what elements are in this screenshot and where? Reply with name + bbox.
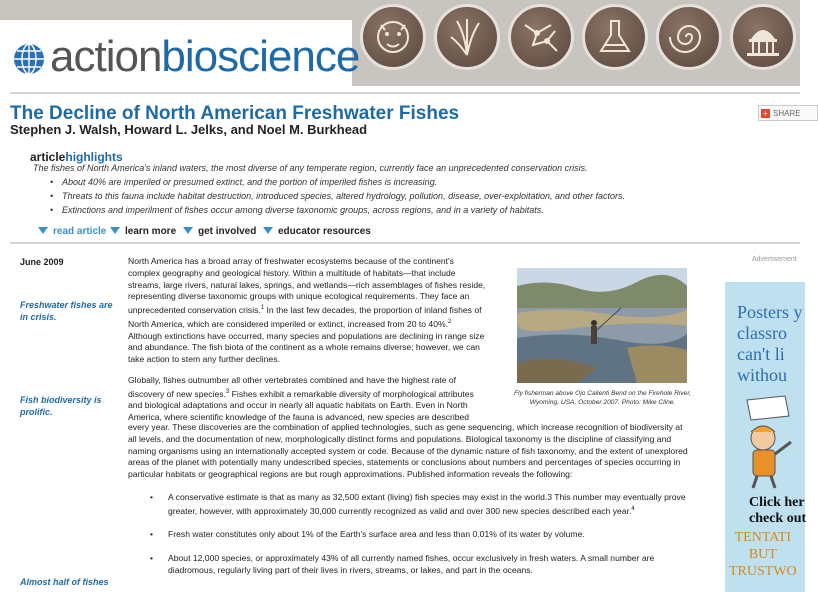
advertisement-label: Advertisement [752, 256, 797, 263]
ad-tagline [729, 529, 797, 580]
article-title: The Decline of North American Freshwater Fishes [10, 103, 460, 124]
capitol-icon[interactable] [730, 4, 796, 70]
article-paragraph [128, 256, 508, 366]
article-paragraph [128, 375, 508, 424]
tiger-icon[interactable] [360, 4, 426, 70]
text-line: and abundance. The fish biota of the continent as a whole remains diverse; however, we can [128, 342, 480, 353]
text-line-part: discovery of new species. [128, 388, 226, 399]
highlight-item: • Threats to this fauna include habitat destruction, introduced species, altered hydrology, pollution, disease, over-exploitation, and other factors. [50, 190, 625, 204]
triangle-down-icon [38, 227, 48, 234]
text-line: • About 12,000 species, or approximately 43% of all currently named fishes, occur exclusively in fresh waters. A small number are [168, 553, 655, 564]
text-line: and biological adaptations and occur in nearly all aquatic habitats on Earth. Even in North [128, 400, 468, 411]
text-line: America, where scientific knowledge of the fauna is advanced, new species are described [128, 412, 470, 423]
side-note-line: Fish biodiversity is [20, 395, 102, 405]
text-line-part: In the last few decades, the proportion of inland fishes of [266, 305, 482, 316]
highlight-item: • About 40% are imperiled or presumed extinct, and the portion of imperiled fishes is increasing. [50, 176, 625, 190]
facts-list [150, 492, 710, 589]
side-note [20, 394, 102, 418]
text-line [168, 504, 710, 518]
tab-get-involved[interactable] [183, 226, 256, 237]
text-line: diadromous, regularly living part of their lives in rivers, streams, or lakes, and part in the oceans. [168, 565, 533, 576]
tab-label: learn more [125, 226, 177, 237]
reeds-icon[interactable] [434, 4, 500, 70]
reference-link[interactable]: 4 [631, 505, 635, 512]
cartoon-character-icon [733, 394, 803, 490]
text-line: particular habitats or geographical regions are but rough approximations. Published information reveals the following: [128, 469, 573, 480]
article-tabs [10, 224, 800, 244]
highlights-intro: The fishes of North America's inland waters, the most diverse of any temperate region, currently face an unprecedented conservation crisis. [33, 163, 588, 173]
text-line-part: North America, which are considered imperiled or extinct, increased from 20 to 40%. [128, 318, 449, 329]
triangle-down-icon [110, 227, 120, 234]
tab-label: educator resources [278, 226, 371, 237]
reference-link[interactable]: 1 [260, 305, 265, 312]
text-line: • Fresh water constitutes only about 1% of the Earth's surface area and less than 0.01% of its water by volume. [168, 529, 585, 540]
header-divider [10, 92, 800, 94]
side-note-line: in crisis. [20, 312, 57, 322]
reference-link[interactable]: 3 [225, 388, 230, 395]
text-line [128, 317, 508, 331]
text-line [128, 303, 508, 317]
ad-line: TRUSTWO [729, 564, 797, 579]
caption-line: Fly fisherman above Ojo Calienti Bend on the Firehole River, [513, 390, 692, 397]
tab-educator-resources[interactable] [263, 226, 371, 237]
side-note-line: prolific. [20, 407, 53, 417]
list-item [150, 553, 710, 577]
globe-logo-icon [12, 42, 46, 76]
highlights-heading [30, 150, 123, 164]
article-authors: Stephen J. Walsh, Howard L. Jelks, and Noel M. Burkhead [10, 122, 368, 137]
ad-line: withou [737, 365, 788, 385]
text-line-part: Fishes exhibit a remarkable diversity of morphological attributes [231, 388, 474, 399]
ad-headline [737, 302, 803, 386]
highlight-item: • Extinctions and imperilment of fishes occur among diverse taxonomic groups, across regions, and in a variety of habitats. [50, 204, 625, 218]
text-line: complex geography and geological history. Within a multitude of habitats—that include [128, 267, 456, 278]
molecules-icon[interactable] [508, 4, 574, 70]
tab-learn-more[interactable] [110, 226, 176, 237]
side-note-line: Freshwater fishes are [20, 300, 113, 310]
caption-line: Wyoming, USA, October 2007. Photo: Mike Cline. [529, 399, 676, 406]
ammonite-icon[interactable] [656, 4, 722, 70]
highlights-list [50, 176, 625, 218]
list-item [150, 492, 710, 517]
ad-line: classro [737, 323, 787, 343]
ad-line: can't li [737, 344, 785, 364]
text-line: take action to stem any further declines. [128, 354, 280, 365]
site-header [0, 0, 800, 92]
advertisement-banner[interactable] [725, 282, 805, 592]
text-line-part: unprecedented conservation crisis. [128, 305, 261, 316]
text-line: every year. These discoveries are the combination of applied technologies, such as gene sequencing, which increase recognition of biodiversity at [128, 422, 683, 432]
reference-link[interactable]: 2 [448, 318, 452, 325]
tab-label: get involved [198, 226, 257, 237]
triangle-down-icon [263, 227, 273, 234]
ad-line: Click her [749, 495, 805, 510]
text-line: naming organisms using an internationally accepted system or code. Because of the dynamic nature of fish taxonomy, and the extent of unexplored [128, 445, 688, 456]
share-label: SHARE [773, 109, 801, 118]
ad-line: check out [749, 511, 807, 526]
highlights-heading-part2: highlights [65, 150, 123, 164]
site-logo[interactable] [50, 31, 359, 83]
text-line: North America has a broad array of freshwater ecosystems because of the continent's [128, 256, 454, 266]
text-line: representing diverse taxonomic groups with unique ecological requirements. They face an [128, 291, 470, 302]
header-icon-strip [352, 0, 800, 86]
article-paragraph-continued [128, 422, 713, 481]
ad-line: Posters y [737, 302, 803, 322]
text-line-part: greater, however, with approximately 30,000 currently recognized as valid and over 300 new species described each year. [168, 505, 632, 516]
side-note [20, 576, 109, 588]
text-line: all levels, and the documentation of new, morphologically distinct forms and populations. Biological taxonomy is the discipline of classifying and [128, 433, 672, 444]
flask-icon[interactable] [582, 4, 648, 70]
ad-line: BUT [748, 547, 777, 562]
plus-icon: + [761, 109, 770, 118]
text-line: • A conservative estimate is that as many as 32,500 extant (living) fish species may exist in the world.3 This number may eventually prove [168, 492, 686, 502]
text-line: Globally, fishes outnumber all other vertebrates combined and have the highest rate of [128, 375, 457, 385]
triangle-down-icon [183, 227, 193, 234]
side-note [20, 299, 113, 323]
ad-cta[interactable] [749, 495, 806, 527]
share-button[interactable] [758, 105, 818, 121]
tab-read-article[interactable] [38, 226, 106, 237]
tab-label: read article [53, 226, 107, 237]
ad-line: TENTATI [734, 530, 792, 545]
logo-part-bioscience: bioscience [161, 32, 360, 81]
highlights-heading-part1: article [30, 150, 66, 164]
side-note-line: Almost half of fishes [20, 577, 109, 587]
article-date: June 2009 [20, 257, 64, 267]
text-line: Although extinctions have occurred, many species and populations are declining in range size [128, 330, 485, 341]
list-item [150, 529, 710, 541]
article-photo[interactable] [517, 268, 687, 383]
text-line [128, 387, 508, 401]
text-line: streams, large rivers, natural lakes, springs, and wetlands—rich assemblages of fishes reside, [128, 279, 486, 290]
logo-part-action: action [50, 32, 162, 81]
photo-caption [510, 389, 695, 407]
text-line: areas of the planet with potentially many undescribed species, statements or conclusions about numbers and percentages of species occurring in [128, 457, 681, 468]
